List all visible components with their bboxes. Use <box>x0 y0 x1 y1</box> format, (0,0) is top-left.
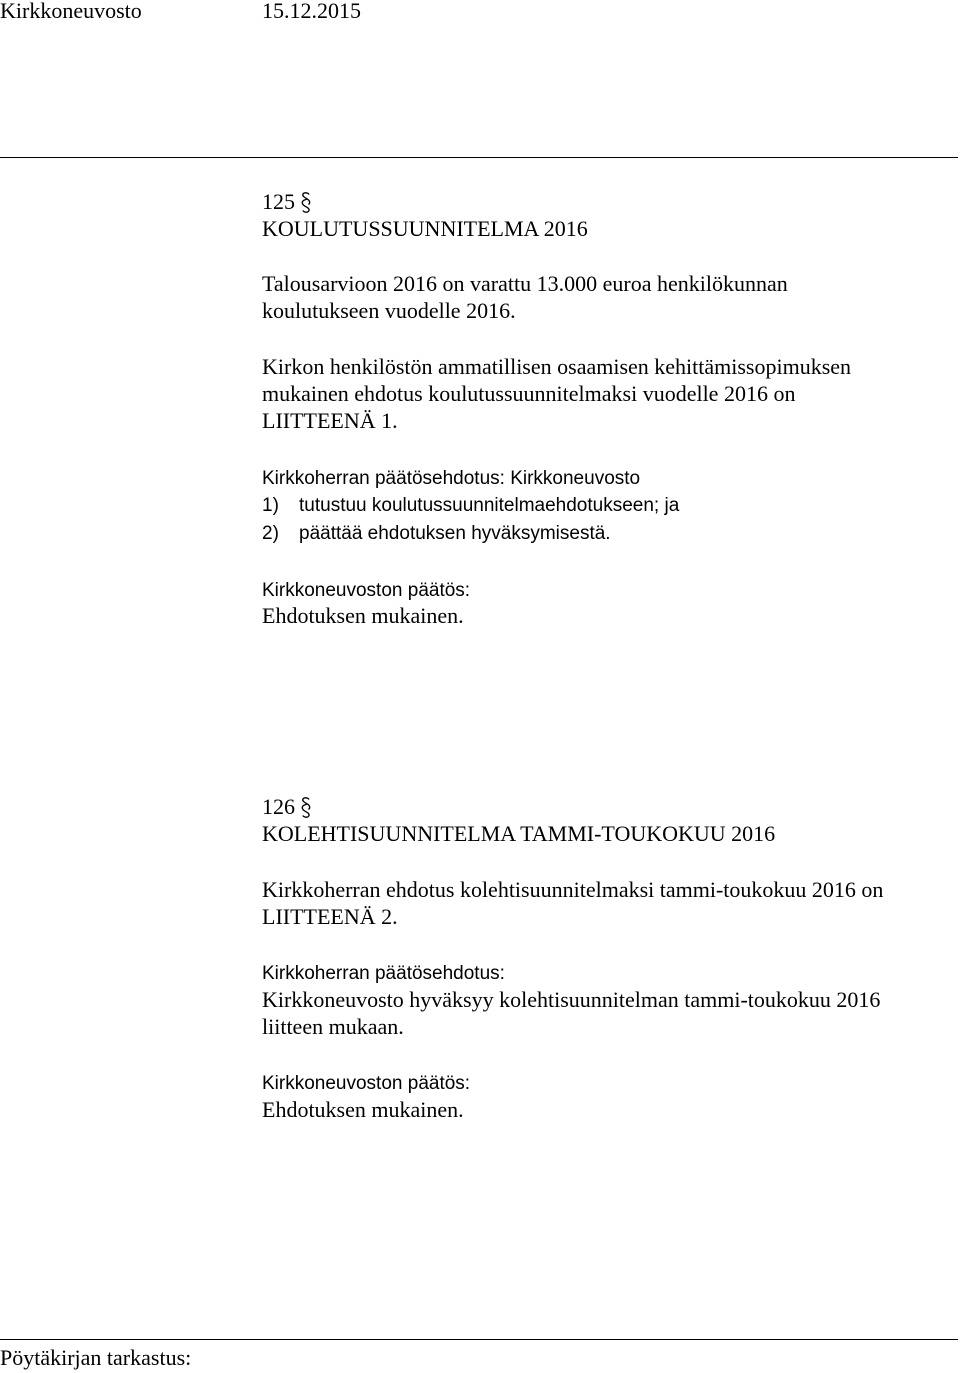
section-125-proposal-item-1 <box>262 492 679 520</box>
section-125-title: KOULUTUSSUUNNITELMA 2016 <box>262 216 588 241</box>
section-125-p2-line1: Kirkon henkilöstön ammatillisen osaamisen kehittämissopimuksen <box>262 354 852 379</box>
section-sign-icon <box>299 188 313 216</box>
section-125-p2-line3: LIITTEENÄ 1. <box>262 408 398 433</box>
section-126-title: KOLEHTISUUNNITELMA TAMMI-TOUKOKUU 2016 <box>262 821 776 846</box>
section-125-p2-line2: mukainen ehdotus koulutussuunnitelmaksi vuodelle 2016 on <box>262 381 796 406</box>
header-organization: Kirkkoneuvosto <box>0 0 142 23</box>
footer-rule <box>0 1339 958 1340</box>
section-126-proposal-line1: Kirkkoneuvosto hyväksyy kolehtisuunnitelman tammi-toukokuu 2016 <box>262 987 881 1012</box>
proposal-item-number: 1) <box>262 495 279 516</box>
proposal-item-text: päättää ehdotuksen hyväksymisestä. <box>299 523 611 544</box>
section-125-proposal-label: Kirkkoherran päätösehdotus: Kirkkoneuvosto <box>262 468 641 489</box>
section-125-decision-label: Kirkkoneuvoston päätös: <box>262 580 471 601</box>
section-sign-icon <box>299 793 313 821</box>
section-126-proposal-label: Kirkkoherran päätösehdotus: <box>262 963 505 984</box>
proposal-item-text: tutustuu koulutussuunnitelmaehdotukseen; ja <box>299 495 680 516</box>
section-125-decision-text: Ehdotuksen mukainen. <box>262 603 464 628</box>
section-126-p1-line2: LIITTEENÄ 2. <box>262 904 398 929</box>
section-125-number-line <box>262 188 313 216</box>
section-126-number: 126 <box>262 794 295 819</box>
header-date: 15.12.2015 <box>262 0 361 23</box>
section-126-decision-text: Ehdotuksen mukainen. <box>262 1097 464 1122</box>
section-126-number-line <box>262 793 313 821</box>
section-125-p1-line2: koulutukseen vuodelle 2016. <box>262 298 516 323</box>
footer-review-label: Pöytäkirjan tarkastus: <box>0 1345 192 1370</box>
header-rule <box>0 157 958 158</box>
section-126-proposal-line2: liitteen mukaan. <box>262 1014 404 1039</box>
section-125-p1-line1: Talousarvioon 2016 on varattu 13.000 euroa henkilökunnan <box>262 271 788 296</box>
section-126-p1-line1: Kirkkoherran ehdotus kolehtisuunnitelmaksi tammi-toukokuu 2016 on <box>262 877 884 902</box>
section-125-number: 125 <box>262 189 295 214</box>
proposal-item-number: 2) <box>262 523 279 544</box>
section-126-decision-label: Kirkkoneuvoston päätös: <box>262 1073 471 1094</box>
section-125-proposal-item-2 <box>262 520 611 548</box>
